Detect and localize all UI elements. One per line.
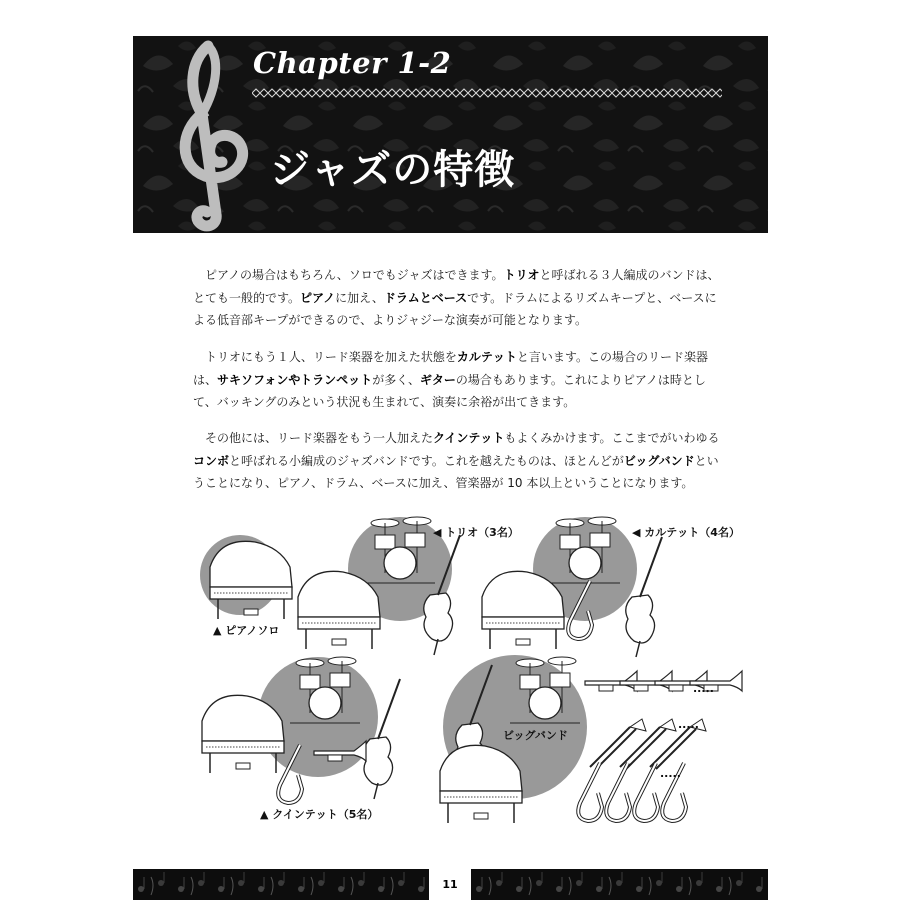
chapter-label: Chapter 1-2 xyxy=(253,46,452,80)
text-run: トリオにもう１人、リード楽器を加えた状態を xyxy=(205,350,457,364)
ellipsis-saxophones: ..... xyxy=(660,767,681,780)
diamond-divider xyxy=(252,86,722,100)
caption-trio: ◀ トリオ（3名） xyxy=(433,526,519,539)
bold-term: トリオ xyxy=(503,268,540,282)
text-run: に加え、 xyxy=(335,290,384,305)
bold-term: ドラムとベース xyxy=(383,290,468,305)
caption-bigband: ビッグバンド xyxy=(503,729,568,742)
bold-term: コンボ xyxy=(193,453,230,468)
text-run: その他には、リード楽器をもう一人加えた xyxy=(205,431,434,445)
text-run: と呼ばれる３人編成のバンドは、とても一般的です。 xyxy=(193,268,720,305)
page-number: 11 xyxy=(434,869,466,900)
caption-piano-solo: ▲ ピアノソロ xyxy=(213,624,280,637)
bold-term: カルテット xyxy=(456,350,517,364)
music-note-pattern xyxy=(471,869,768,900)
bold-term: サキソフォンやトランペット xyxy=(217,372,373,387)
text-run: が多く、 xyxy=(372,372,420,387)
paragraph-2 xyxy=(193,346,725,414)
caption-quintet: ▲ クインテット（5名） xyxy=(260,808,379,821)
treble-clef-icon xyxy=(150,36,260,233)
text-run: です。ドラムによるリズムキープと、ベースによる低音部キープができるので、よりジャジーな演奏が可能となります。 xyxy=(193,290,717,327)
ellipsis-trombones: ..... xyxy=(678,718,699,731)
paragraph-1 xyxy=(193,264,725,332)
bold-term: クインテット xyxy=(433,431,505,445)
music-note-pattern xyxy=(133,869,429,900)
text-run: ということになり、ピアノ、ドラム、ベースに加え、管楽器が 10 本以上ということになります。 xyxy=(193,453,719,490)
ensemble-illustrations xyxy=(190,505,750,835)
footer-band-right xyxy=(471,869,768,900)
ellipsis-trumpets: ..... xyxy=(693,682,714,695)
text-run: と言います。この場合のリード楽器は、 xyxy=(193,350,708,387)
footer-band-left xyxy=(133,869,429,900)
text-run: と呼ばれる小編成のジャズバンドです。これを越えたものは、ほとんどが xyxy=(229,453,624,468)
bold-term: ギター xyxy=(419,372,456,387)
text-run: もよくみかけます。ここまでがいわゆる xyxy=(504,431,720,445)
text-run: ピアノの場合はもちろん、ソロでもジャズはできます。 xyxy=(205,268,504,282)
bold-term: ビッグバンド xyxy=(623,453,695,468)
text-run: の場合もあります。これによりピアノは時として、バッキングのみという状況も生まれて、演奏に余裕が出てきます。 xyxy=(193,372,706,409)
paragraph-3 xyxy=(193,427,725,495)
bold-term: ピアノ xyxy=(300,290,336,305)
caption-quartet: ◀ カルテット（4名） xyxy=(632,526,740,539)
page-title: ジャズの特徴 xyxy=(270,147,516,193)
